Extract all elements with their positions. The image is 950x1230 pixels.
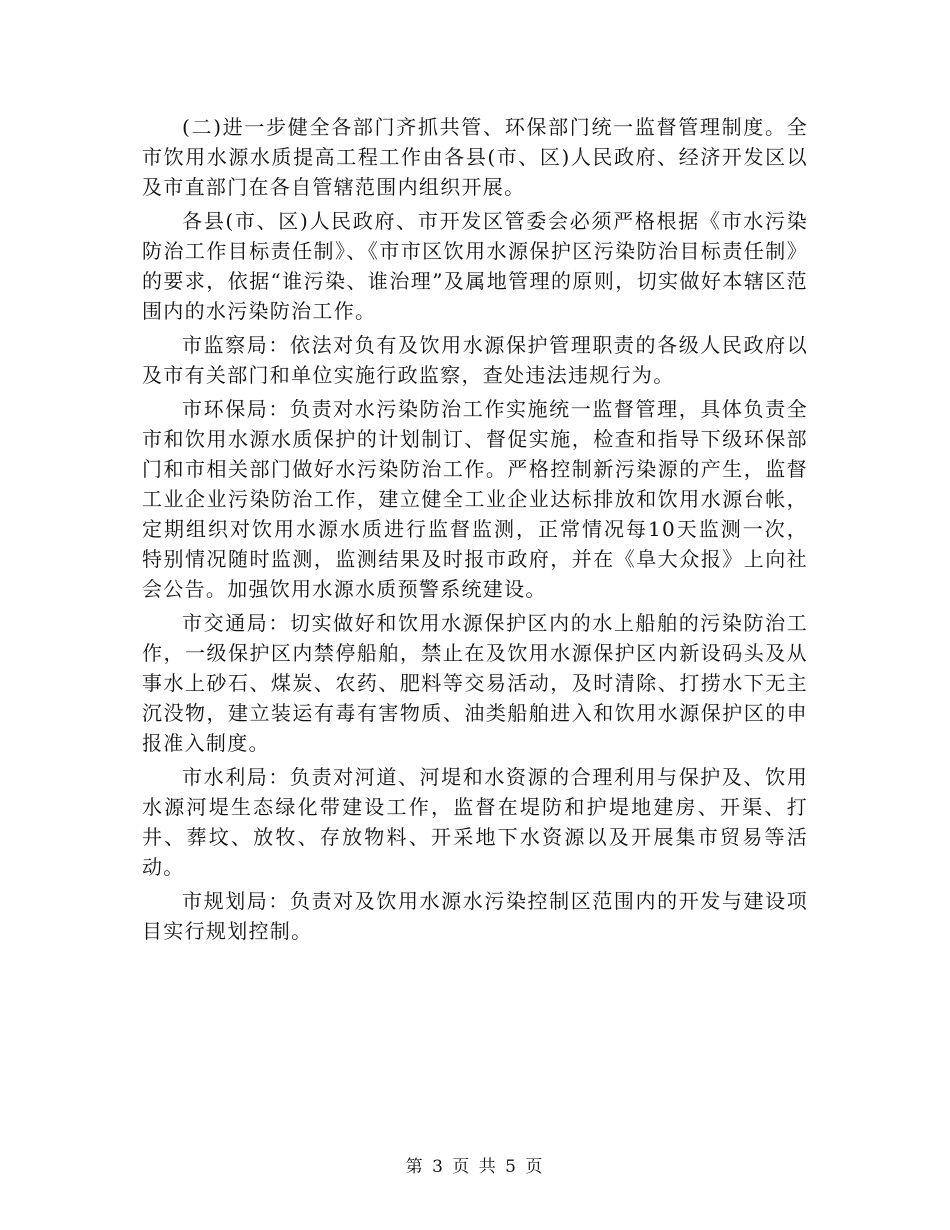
paragraph-supervision-bureau: 市监察局：依法对负有及饮用水源保护管理职责的各级人民政府以及市有关部门和单位实施行政监察，查处违法违规行为。 (142, 333, 808, 387)
paragraph-planning-bureau: 市规划局：负责对及饮用水源水污染控制区范围内的开发与建设项目实行规划控制。 (142, 889, 808, 943)
document-body (142, 112, 808, 950)
page-number: 第 3 页 共 5 页 (405, 1157, 545, 1177)
paragraph-county-governments: 各县(市、区)人民政府、市开发区管委会必须严格根据《市水污染防治工作目标责任制》、《市市区饮用水源保护区污染防治目标责任制》的要求，依据“谁污染、谁治理”及属地管理的原则，切实做好本辖区范围内的水污染防治工作。 (142, 209, 808, 323)
paragraph-environmental-bureau: 市环保局：负责对水污染防治工作实施统一监督管理，具体负责全市和饮用水源水质保护的计划制订、督促实施，检查和指导下级环保部门和市相关部门做好水污染防治工作。严格控制新污染源的产生，监督工业企业污染防治工作，建立健全工业企业达标排放和饮用水源台帐，定期组织对饮用水源水质进行监督监测，正常情况每10天监测一次，特别情况随时监测，监测结果及时报市政府，并在《阜大众报》上向社会公告。加强饮用水源水质预警系统建设。 (142, 397, 808, 601)
paragraph-section-2-intro: (二)进一步健全各部门齐抓共管、环保部门统一监督管理制度。全市饮用水源水质提高工程工作由各县(市、区)人民政府、经济开发区以及市直部门在各自管辖范围内组织开展。 (142, 115, 808, 199)
paragraph-water-resources-bureau: 市水利局：负责对河道、河堤和水资源的合理利用与保护及、饮用水源河堤生态绿化带建设工作，监督在堤防和护堤地建房、开渠、打井、葬坟、放牧、存放物料、开采地下水资源以及开展集市贸易等活动。 (142, 765, 808, 879)
paragraph-transport-bureau: 市交通局：切实做好和饮用水源保护区内的水上船舶的污染防治工作，一级保护区内禁停船舶，禁止在及饮用水源保护区内新设码头及从事水上砂石、煤炭、农药、肥料等交易活动，及时清除、打捞水下无主沉没物，建立装运有毒有害物质、油类船舶进入和饮用水源保护区的申报准入制度。 (142, 611, 808, 755)
